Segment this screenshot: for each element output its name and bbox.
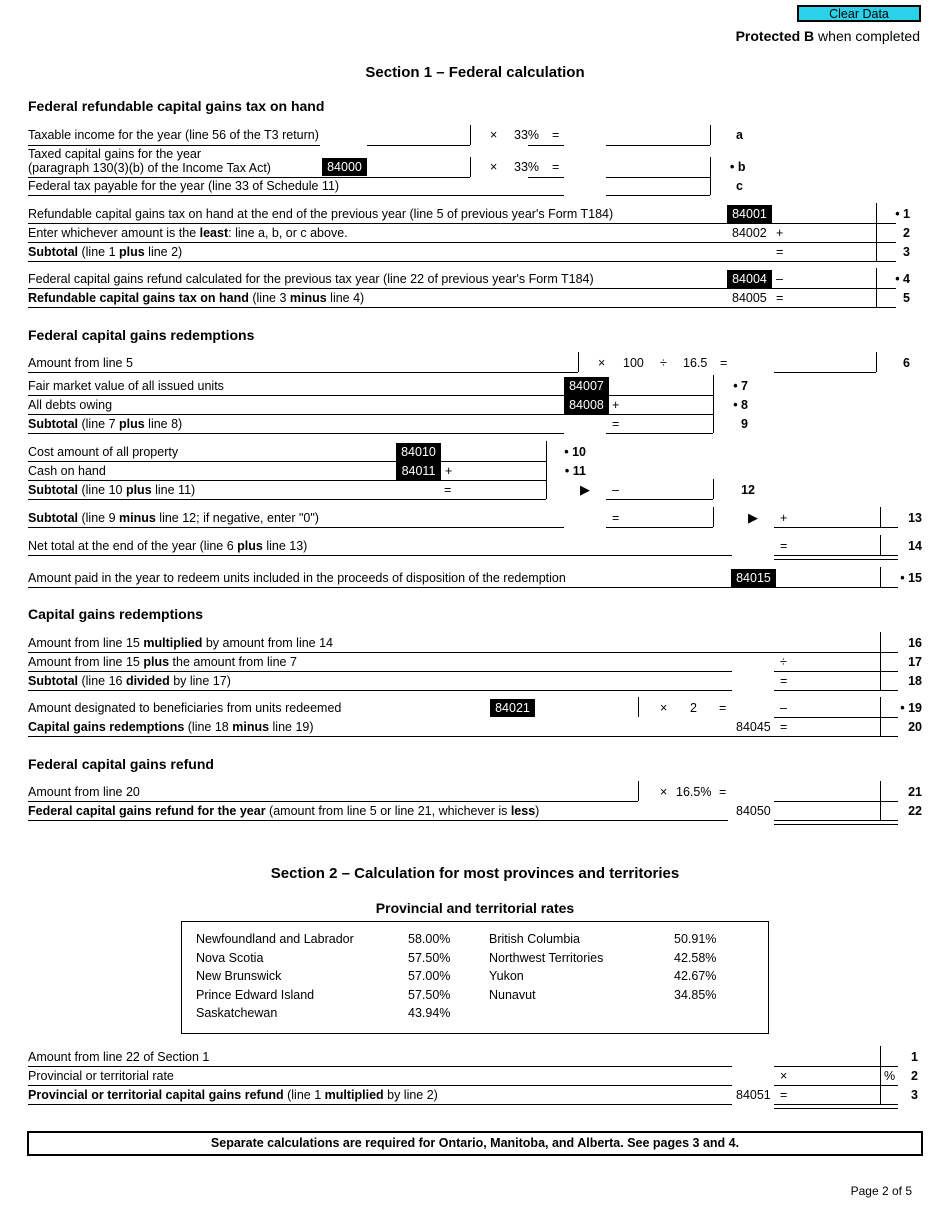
line11-label: Cash on hand (28, 464, 106, 478)
rule-line (28, 177, 470, 178)
code-84011: 84011 (396, 462, 441, 480)
rule-line (28, 499, 546, 500)
rule-line (774, 1104, 898, 1109)
part4-title: Federal capital gains refund (28, 756, 214, 772)
page-number: Page 2 of 5 (850, 1184, 912, 1198)
rule-line (606, 499, 713, 500)
rate-row: Newfoundland and Labrador 58.00% (196, 932, 451, 946)
line7-input[interactable] (612, 378, 714, 396)
line-number: 16 (908, 636, 922, 650)
line12-subtotal-input[interactable] (458, 482, 546, 500)
separate-calculations-notice: Separate calculations are required for Ontario, Manitoba, and Alberta. See pages 3 and 4. (27, 1131, 923, 1156)
rule-line (28, 671, 732, 672)
line6-label: Amount from line 5 (28, 356, 133, 370)
rule-line (28, 1104, 732, 1105)
line21-amount-input[interactable] (540, 784, 640, 802)
rule-line (713, 479, 714, 499)
rule-line (880, 535, 881, 555)
line8-label: All debts owing (28, 398, 113, 412)
rule-line (774, 527, 898, 528)
times-sign: × (490, 128, 498, 142)
rule-line (28, 690, 732, 691)
minus-sign: – (612, 483, 619, 497)
line-b-marker: • b (730, 160, 746, 174)
rates-box (181, 921, 769, 1034)
rule-line (876, 203, 877, 223)
line-number: • 7 (733, 379, 748, 393)
code-84005: 84005 (732, 291, 767, 305)
times-sign: × (780, 1069, 788, 1083)
letter-c: c (736, 179, 743, 193)
rule-line (880, 670, 881, 690)
rule-line (774, 820, 898, 825)
line-number: 13 (908, 511, 922, 525)
line-number: 20 (908, 720, 922, 734)
prov-line1-label: Amount from line 22 of Section 1 (28, 1050, 210, 1064)
arrow-icon: ▶ (748, 510, 758, 525)
rule-line (606, 145, 710, 146)
rule-line (606, 195, 710, 196)
line4-label: Federal capital gains refund calculated for the previous tax year (line 22 of previous year's Form T184) (28, 272, 594, 286)
rule-line (28, 527, 564, 528)
line11-input[interactable] (458, 463, 546, 481)
rule-line (880, 716, 881, 736)
letter-a: a (736, 128, 743, 142)
rule-line (774, 690, 898, 691)
line-number: • 10 (564, 445, 586, 459)
part1-title: Federal refundable capital gains tax on hand (28, 98, 325, 114)
code-84045: 84045 (736, 720, 771, 734)
line16-input[interactable] (780, 635, 882, 653)
rule-line (774, 372, 876, 373)
rule-line (774, 555, 898, 560)
rule-line (880, 567, 881, 587)
code-84021: 84021 (490, 699, 535, 717)
hundred: 100 (623, 356, 644, 370)
rule-line (28, 736, 898, 737)
line2-input[interactable] (790, 225, 878, 243)
code-84000: 84000 (322, 158, 367, 176)
rule-line (28, 372, 578, 373)
rule-line (876, 268, 877, 288)
rule-line (28, 414, 713, 415)
prov-line3-input[interactable] (794, 1087, 882, 1105)
rule-line (470, 157, 471, 177)
plus-sign: + (612, 398, 620, 412)
rate-row: Saskatchewan 43.94% (196, 1006, 451, 1021)
line14-input[interactable] (794, 538, 882, 556)
equals-sign: = (612, 417, 620, 431)
equals-sign: = (612, 511, 620, 525)
rates-left-column (196, 932, 450, 1025)
line-number: 12 (741, 483, 755, 497)
rule-line (28, 820, 728, 821)
plus-sign: + (445, 464, 453, 478)
rates-title: Provincial and territorial rates (375, 900, 575, 916)
rate-row: Yukon 42.67% (489, 969, 717, 984)
code-84051: 84051 (736, 1088, 771, 1102)
line1-input[interactable] (776, 206, 878, 224)
times-sign: × (598, 356, 606, 370)
line13-input[interactable] (794, 510, 882, 528)
line10-label: Cost amount of all property (28, 445, 179, 459)
rate-16-5: 16.5 (683, 356, 708, 370)
rule-line (880, 1046, 881, 1066)
line-number: 2 (911, 1069, 918, 1083)
equals-sign: = (444, 483, 452, 497)
line-number: 9 (741, 417, 748, 431)
line3-input[interactable] (790, 244, 878, 262)
code-84050: 84050 (736, 804, 771, 818)
prov-line1-input[interactable] (780, 1049, 882, 1067)
rate-33: 33% (514, 128, 540, 142)
rule-line (876, 352, 877, 372)
line-number: 3 (903, 245, 910, 259)
rule-line (880, 1065, 881, 1085)
rule-line (367, 145, 470, 146)
code-84010: 84010 (396, 443, 441, 461)
rule-line (713, 413, 714, 433)
rule-line (546, 479, 547, 499)
line19-units-input[interactable] (540, 700, 640, 718)
rule-line (28, 433, 564, 434)
line10-input[interactable] (444, 444, 546, 462)
rate-row: British Columbia 50.91% (489, 932, 717, 946)
rule-line (28, 801, 638, 802)
line-number: • 8 (733, 398, 748, 412)
line19-input[interactable] (794, 700, 882, 718)
prov-line3-label: Provincial or territorial capital gains refund (line 1 multiplied by line 2) (28, 1088, 438, 1102)
rule-line (28, 195, 564, 196)
line7-label: Fair market value of all issued units (28, 379, 224, 393)
line-number: 14 (908, 539, 922, 553)
equals-sign: = (719, 785, 727, 799)
line-number: 2 (903, 226, 910, 240)
line22-input[interactable] (780, 803, 882, 821)
line22-label: Federal capital gains refund for the year (amount from line 5 or line 21, whichever is less) (28, 804, 540, 818)
section1-title: Section 1 – Federal calculation (365, 64, 585, 81)
line17-label: Amount from line 15 plus the amount from line 7 (28, 655, 297, 669)
equals-sign: = (552, 160, 560, 174)
line-number: • 1 (895, 207, 910, 221)
code-84004: 84004 (727, 270, 772, 288)
line19-label: Amount designated to beneficiaries from units redeemed (28, 701, 342, 715)
rule-line (28, 1085, 732, 1086)
rule-line (28, 1066, 732, 1067)
rate-row: Northwest Territories 42.58% (489, 950, 717, 965)
line17-input[interactable] (794, 654, 882, 672)
minus-sign: – (776, 272, 783, 286)
rule-line (880, 697, 881, 717)
rule-line (28, 461, 546, 462)
prov-rate-input[interactable] (794, 1068, 882, 1086)
row-a-label: Taxable income for the year (line 56 of the T3 return) (28, 128, 319, 142)
line-number: 1 (911, 1050, 918, 1064)
arrow-icon: ▶ (580, 482, 590, 497)
rule-line (546, 460, 547, 480)
line4-input[interactable] (790, 271, 878, 289)
clear-data-button[interactable]: Clear Data (797, 5, 921, 22)
line-a-input[interactable] (606, 128, 710, 146)
plus-sign: + (780, 511, 788, 525)
line-number: 17 (908, 655, 922, 669)
line5-input[interactable] (790, 290, 878, 308)
line-c-input[interactable] (606, 178, 710, 196)
rule-line (876, 287, 877, 307)
equals-sign: = (720, 356, 728, 370)
rule-line (28, 307, 896, 308)
rule-line (546, 441, 547, 461)
times-sign: × (660, 785, 668, 799)
rule-line (713, 375, 714, 395)
line12-label: Subtotal (line 10 plus line 11) (28, 483, 196, 497)
line-number: 21 (908, 785, 922, 799)
part2-title: Federal capital gains redemptions (28, 327, 255, 343)
row-b-label-2: (paragraph 130(3)(b) of the Income Tax Act) (28, 161, 271, 175)
rule-line (28, 480, 546, 481)
plus-sign: + (776, 226, 784, 240)
percent-sign: % (884, 1069, 896, 1083)
line5-label: Refundable capital gains tax on hand (line 3 minus line 4) (28, 291, 365, 305)
code-84001: 84001 (727, 205, 772, 223)
line2-label: Enter whichever amount is the least: line a, b, or c above. (28, 226, 348, 240)
line20-input[interactable] (794, 719, 882, 737)
rule-line (28, 223, 896, 224)
prov-line2-label: Provincial or territorial rate (28, 1069, 174, 1083)
rule-line (713, 394, 714, 414)
line18-input[interactable] (794, 673, 882, 691)
rule-line (28, 145, 320, 146)
equals-sign: = (780, 674, 788, 688)
rule-line (880, 507, 881, 527)
rule-line (710, 125, 711, 145)
line13-subtotal-input[interactable] (626, 510, 714, 528)
line9-label: Subtotal (line 7 plus line 8) (28, 417, 183, 431)
rule-line (578, 352, 579, 372)
equals-sign: = (780, 539, 788, 553)
protected-b-label: Protected B when completed (735, 28, 920, 44)
equals-sign: = (780, 720, 788, 734)
rule-line (28, 555, 732, 556)
line-number: • 15 (900, 571, 922, 585)
line-number: • 19 (900, 701, 922, 715)
line3-label: Subtotal (line 1 plus line 2) (28, 245, 183, 259)
rule-line (470, 125, 471, 145)
rule-line (28, 288, 896, 289)
divide-sign: ÷ (660, 356, 667, 370)
code-84007: 84007 (564, 377, 609, 395)
line-number: 22 (908, 804, 922, 818)
line18-label: Subtotal (line 16 divided by line 17) (28, 674, 231, 688)
rate-33: 33% (514, 160, 540, 174)
equals-sign: = (780, 1088, 788, 1102)
code-84015: 84015 (731, 569, 776, 587)
rule-line (28, 395, 713, 396)
line-number: 3 (911, 1088, 918, 1102)
rule-line (528, 177, 564, 178)
rate-row: New Brunswick 57.00% (196, 969, 451, 984)
rule-line (880, 632, 881, 652)
rate-row: Prince Edward Island 57.50% (196, 987, 451, 1002)
rule-line (880, 651, 881, 671)
rule-line (880, 1084, 881, 1104)
rule-line (880, 781, 881, 801)
rule-line (713, 507, 714, 527)
rule-line (28, 261, 896, 262)
rule-line (528, 145, 564, 146)
section2-title: Section 2 – Calculation for most provinces and territories (270, 865, 680, 882)
line15-label: Amount paid in the year to redeem units included in the proceeds of disposition of the redemption (28, 571, 566, 585)
line13-label: Subtotal (line 9 minus line 12; if negative, enter "0") (28, 511, 319, 525)
rate-16-5-pct: 16.5% (676, 785, 712, 799)
rule-line (876, 241, 877, 261)
rule-line (606, 433, 713, 434)
line21-label: Amount from line 20 (28, 785, 140, 799)
rule-line (28, 587, 898, 588)
rule-line (876, 222, 877, 242)
divide-sign: ÷ (780, 655, 787, 669)
line6-input[interactable] (776, 355, 878, 373)
equals-sign: = (776, 245, 784, 259)
line1-label: Refundable capital gains tax on hand at the end of the previous year (line 5 of previous year's Form T184) (28, 207, 614, 221)
line-b-capital-gains-input[interactable] (370, 160, 472, 178)
line9-input[interactable] (626, 416, 714, 434)
line21-input[interactable] (780, 784, 882, 802)
line14-label: Net total at the end of the year (line 6 plus line 13) (28, 539, 308, 553)
rates-right-column (489, 932, 716, 1006)
row-c-label: Federal tax payable for the year (line 33 of Schedule 11) (28, 179, 340, 193)
rule-line (638, 697, 639, 717)
line-number: 18 (908, 674, 922, 688)
line-number: • 4 (895, 272, 910, 286)
line15-input[interactable] (780, 570, 882, 588)
rule-line (710, 157, 711, 177)
line-b-input[interactable] (606, 160, 710, 178)
rule-line (28, 242, 896, 243)
code-84008: 84008 (564, 396, 609, 414)
rule-line (880, 800, 881, 820)
row-b-label-1: Taxed capital gains for the year (28, 147, 202, 161)
minus-sign: – (780, 701, 787, 715)
rule-line (710, 175, 711, 195)
line-number: 6 (903, 356, 910, 370)
equals-sign: = (719, 701, 727, 715)
equals-sign: = (776, 291, 784, 305)
rule-line (606, 527, 713, 528)
line16-label: Amount from line 15 multiplied by amount from line 14 (28, 636, 333, 650)
line8-input[interactable] (626, 397, 714, 415)
line20-label: Capital gains redemptions (line 18 minus line 19) (28, 720, 314, 734)
times-sign: × (660, 701, 668, 715)
part3-title: Capital gains redemptions (28, 606, 204, 622)
rule-line (638, 781, 639, 801)
times-sign: × (490, 160, 498, 174)
factor-two: 2 (690, 701, 697, 715)
rate-row: Nova Scotia 57.50% (196, 950, 451, 965)
line-number: 5 (903, 291, 910, 305)
line12-input[interactable] (626, 482, 714, 500)
line-number: • 11 (564, 464, 586, 478)
code-84002: 84002 (732, 226, 767, 240)
rate-row: Nunavut 34.85% (489, 987, 717, 1002)
equals-sign: = (552, 128, 560, 142)
rule-line (28, 652, 898, 653)
